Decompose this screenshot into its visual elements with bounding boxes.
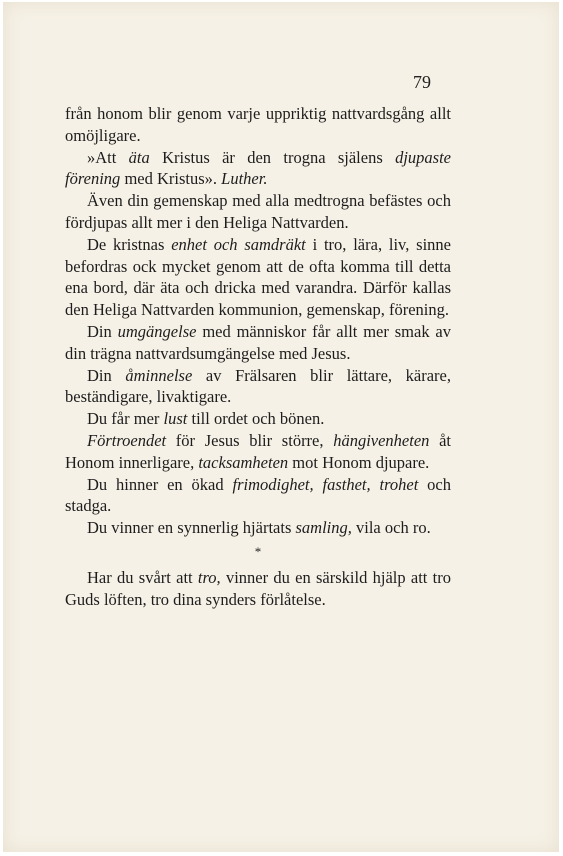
paragraph-umgangelse: Din umgängelse med människor får allt mer smak av din trägna nattvardsumgängelse med Jesus. <box>65 321 452 363</box>
paragraph-lust: Du får mer lust till ordet och bönen. <box>87 409 325 429</box>
paragraph-aminnelse: Din åminnelse av Frälsaren blir lättare, kärare, beständigare, livaktigare. <box>65 365 452 407</box>
paragraph-tro: Har du svårt att tro, vinner du en särskild hjälp att tro Guds löften, tro dina synders förlåtelse. <box>65 567 451 609</box>
paragraph-enhet: De kristnas enhet och samdräkt i tro, lära, liv, sinne befordras ock mycket genom att de ofta komma till detta ena bord, där äta och dricka med varandra. Därför kallas den Heliga Nattvarden kommunion, gemenskap, förening. <box>65 234 451 320</box>
paragraph-luther-quote: »Att äta Kristus är den trogna själens djupaste förening med Kristus». Luther. <box>65 147 452 189</box>
paragraph-gemenskap: Även din gemenskap med alla medtrogna befästes och fördjupas allt mer i den Heliga Nattvarden. <box>65 191 451 232</box>
paragraph-samling: Du vinner en synnerlig hjärtats samling, vila och ro. <box>87 518 431 538</box>
page-body <box>65 103 451 610</box>
paragraph-frimodighet: Du hinner en ökad frimodighet, fasthet, trohet och stadga. <box>65 474 451 516</box>
book-page <box>3 2 559 852</box>
paragraph-continuation: från honom blir genom varje uppriktig nattvardsgång allt omöjligare. <box>65 104 451 145</box>
page-number: 79 <box>413 72 431 92</box>
section-separator: * <box>254 543 262 559</box>
paragraph-fortroendet: Förtroendet för Jesus blir större, hängivenheten åt Honom innerligare, tacksamheten mot Honom djupare. <box>65 430 451 472</box>
